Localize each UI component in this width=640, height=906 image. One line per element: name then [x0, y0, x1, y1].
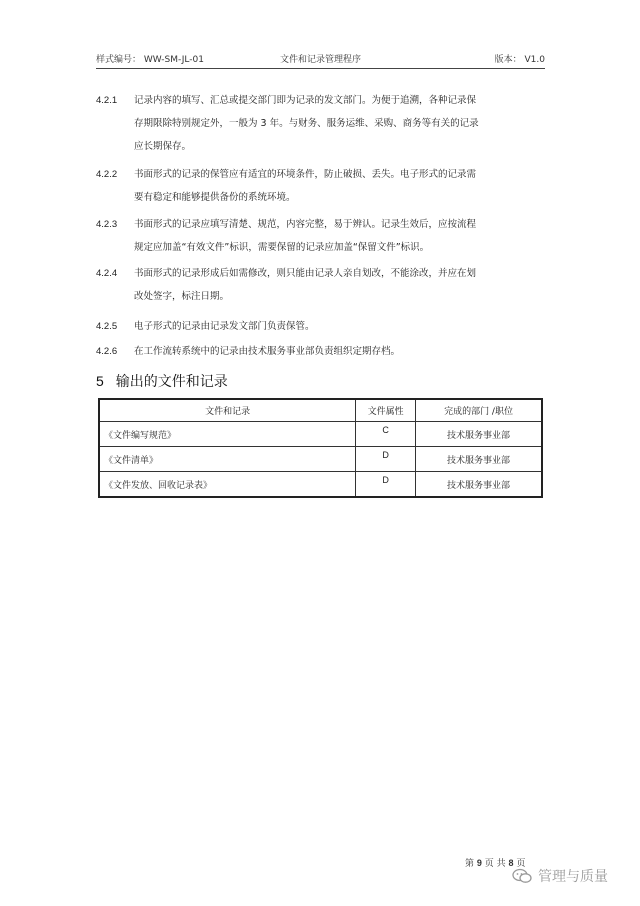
column-header: 完成的部门 /职位	[416, 399, 542, 422]
table-header-row	[99, 399, 542, 422]
page-mid: 页 共	[484, 859, 506, 869]
page-header	[96, 52, 545, 68]
clause-line: 改处签字，标注日期。	[134, 291, 230, 302]
column-header: 文件和记录	[99, 399, 356, 422]
record-attribute-cell: D	[356, 472, 416, 498]
version-label: 版本： V1.0	[494, 55, 545, 65]
record-attribute-cell: D	[356, 447, 416, 472]
header-divider	[96, 68, 545, 69]
clause-line: 在工作流转系统中的记录由技术服务事业部负责组织定期存档。	[134, 346, 401, 357]
record-name-cell: 《文件清单》	[99, 447, 356, 472]
clause-line: 要有稳定和能够提供备份的系统环境。	[134, 192, 296, 203]
clause-line: 书面形式的记录的保管应有适宜的环境条件，防止破损、丢失。电子形式的记录需	[134, 169, 477, 180]
page-prefix: 第	[465, 859, 475, 869]
column-header: 文件属性	[356, 399, 416, 422]
clause-number: 4.2.1	[96, 95, 118, 106]
record-name-cell: 《文件编写规范》	[99, 422, 356, 447]
record-department-cell: 技术服务事业部	[416, 472, 542, 498]
record-name-cell: 《文件发放、回收记录表》	[99, 472, 356, 498]
record-department-cell: 技术服务事业部	[416, 422, 542, 447]
clause-number: 4.2.4	[96, 268, 118, 279]
clause-line: 规定应加盖“有效文件”标识，需要保留的记录应加盖“保留文件”标识。	[134, 242, 430, 253]
page-current: 9	[476, 858, 482, 868]
record-department-cell: 技术服务事业部	[416, 447, 542, 472]
record-attribute-cell: C	[356, 422, 416, 447]
section-title: 输出的文件和记录	[115, 374, 228, 390]
clause-number: 4.2.2	[96, 169, 118, 180]
watermark	[512, 866, 608, 886]
clause-line: 书面形式的记录应填写清楚、规范，内容完整，易于辨认。记录生效后，应按流程	[134, 219, 477, 230]
page-total: 8	[508, 858, 514, 868]
section-heading	[96, 371, 228, 391]
page-suffix: 页	[516, 859, 526, 869]
table-row	[99, 422, 542, 447]
clause-line: 记录内容的填写、汇总或提交部门即为记录的发文部门。为便于追溯，各种记录保	[134, 95, 477, 106]
clause-number: 4.2.5	[96, 321, 118, 332]
table-row	[99, 447, 542, 472]
clause-line: 电子形式的记录由记录发文部门负责保管。	[134, 321, 315, 332]
table-row	[99, 472, 542, 498]
document-title: 文件和记录管理程序	[280, 55, 362, 65]
form-number: 样式编号： WW-SM-JL-01	[96, 55, 204, 65]
watermark-text: 管理与质量	[538, 869, 608, 885]
section-number: 5	[96, 373, 104, 389]
clause-line: 应长期保存。	[134, 141, 192, 152]
wechat-icon	[512, 868, 532, 884]
clause-number: 4.2.3	[96, 219, 118, 230]
outputs-table	[98, 398, 543, 498]
clause-line: 书面形式的记录形成后如需修改，则只能由记录人亲自划改，不能涂改，并应在划	[134, 268, 477, 279]
clause-number: 4.2.6	[96, 346, 118, 357]
clause-line: 存期限除特别规定外，一般为 3 年。与财务、服务运维、采购、商务等有关的记录	[134, 118, 479, 129]
